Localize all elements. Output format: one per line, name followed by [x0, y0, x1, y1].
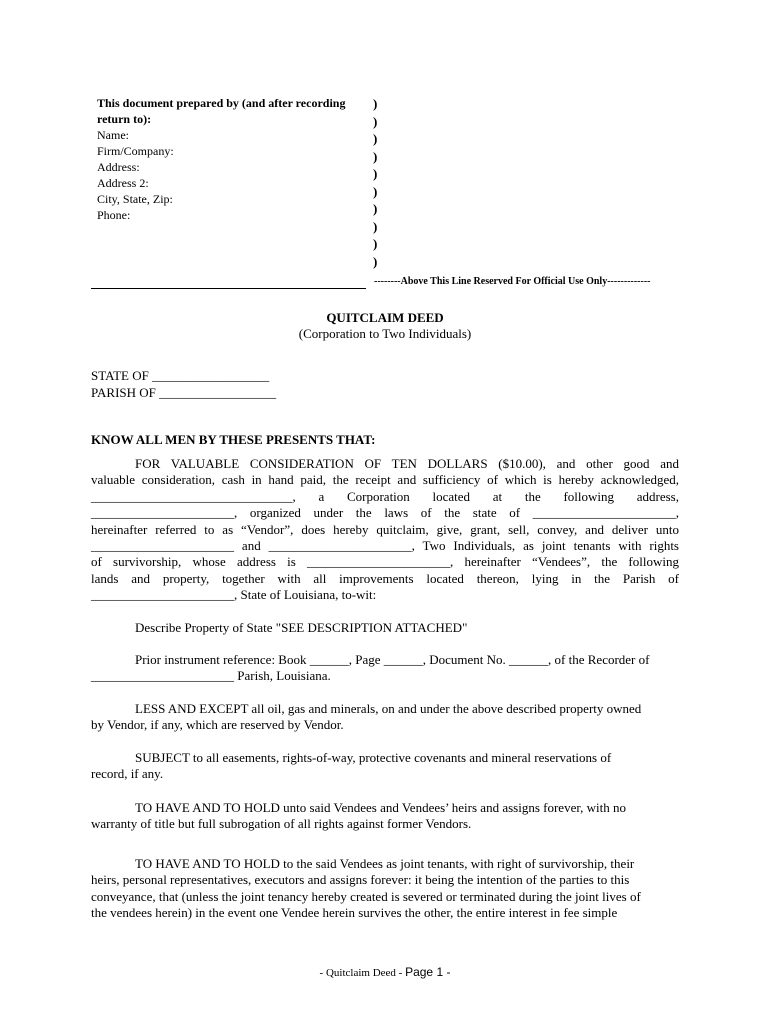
- prepared-by-heading: This document prepared by (and after recording: [97, 96, 346, 110]
- habendum-paragraph: [91, 800, 679, 833]
- habendum-line: TO HAVE AND TO HOLD unto said Vendees and Vendees’ heirs and assigns forever, with no: [135, 800, 627, 815]
- consideration-line: lands and property, together with all improvements located thereon, lying in the Parish of: [91, 570, 679, 586]
- joint-tenancy-line: the vendees herein) in the event one Vendee herein survives the other, the entire interest in fee simple: [91, 905, 618, 921]
- field-phone: Phone:: [97, 208, 131, 222]
- paren: ): [373, 183, 378, 199]
- paren: ): [373, 148, 378, 164]
- joint-tenancy-line: conveyance, that (unless the joint tenancy hereby created is severed or terminated during the joint lives of: [91, 888, 641, 904]
- consideration-line: hereinafter referred to as “Vendor”, does hereby quitclaim, give, grant, sell, convey, and deliver unto: [91, 521, 679, 537]
- paren-column: [373, 95, 385, 270]
- joint-tenancy-paragraph: [91, 856, 679, 922]
- paren: ): [373, 236, 378, 251]
- joint-tenancy-line: heirs, personal representatives, executors and assigns forever: it being the intention of the parties to this: [91, 872, 630, 888]
- paren: ): [373, 166, 378, 181]
- recording-divider-line: [91, 288, 366, 289]
- field-firm: Firm/Company:: [97, 144, 174, 158]
- prior-instrument-line: ______________________ Parish, Louisiana.: [91, 668, 331, 684]
- joint-tenancy-line: TO HAVE AND TO HOLD to the said Vendees as joint tenants, with right of survivorship, their: [135, 856, 635, 871]
- footer-page-number: Page 1 -: [405, 965, 451, 979]
- consideration-line: ______________________ and ______________________, Two Individuals, as joint tenants with rights: [91, 538, 679, 554]
- paren: ): [373, 131, 378, 146]
- paren: ): [373, 96, 378, 111]
- paren: ): [373, 218, 378, 234]
- less-and-except-paragraph: [91, 701, 679, 734]
- consideration-line: ______________________, organized under the laws of the state of ______________________,: [91, 505, 679, 521]
- prepared-by-heading-cont: return to):: [97, 112, 152, 126]
- prior-instrument-paragraph: [91, 652, 679, 685]
- subject-to-line: record, if any.: [91, 766, 164, 782]
- consideration-paragraph: [91, 456, 679, 604]
- document-title: QUITCLAIM DEED: [326, 310, 444, 325]
- field-address2: Address 2:: [97, 176, 149, 190]
- venue-block: [91, 367, 276, 401]
- less-and-except-line: LESS AND EXCEPT all oil, gas and minerals, on and under the above described property owned: [135, 701, 642, 716]
- subject-to-paragraph: [91, 750, 679, 783]
- state-line: STATE OF __________________: [91, 368, 270, 383]
- consideration-line: _______________________________, a Corporation located at the following address,: [91, 488, 679, 504]
- describe-property-paragraph: [91, 620, 679, 636]
- consideration-line: of survivorship, whose address is ______________________, hereinafter “Vendees”, the following: [91, 554, 679, 570]
- prepared-by-block: [97, 95, 369, 223]
- habendum-line: warranty of title but full subrogation of all rights against former Vendors.: [91, 816, 472, 832]
- official-use-note: --------Above This Line Reserved For Official Use Only-------------: [374, 276, 651, 287]
- paren: ): [373, 253, 378, 269]
- parish-line: PARISH OF __________________: [91, 385, 277, 400]
- field-name: Name:: [97, 128, 129, 142]
- field-address: Address:: [97, 160, 140, 174]
- consideration-line: ______________________, State of Louisiana, to-wit:: [91, 587, 377, 603]
- footer-document-name: - Quitclaim Deed -: [319, 967, 406, 979]
- field-city-state-zip: City, State, Zip:: [97, 192, 173, 206]
- document-subtitle: (Corporation to Two Individuals): [298, 326, 472, 341]
- paren: ): [373, 201, 378, 216]
- prior-instrument-line: Prior instrument reference: Book ______, Page ______, Document No. ______, of the Recorder of: [135, 652, 650, 667]
- less-and-except-line: by Vendor, if any, which are reserved by Vendor.: [91, 717, 344, 733]
- know-all-men-heading: KNOW ALL MEN BY THESE PRESENTS THAT:: [91, 432, 376, 447]
- paren: ): [373, 113, 378, 129]
- consideration-line: FOR VALUABLE CONSIDERATION OF TEN DOLLARS ($10.00), and other good and: [135, 456, 679, 471]
- consideration-line: valuable consideration, cash in hand paid, the receipt and sufficiency of which is hereby acknowledged,: [91, 472, 679, 488]
- describe-property-line: Describe Property of State "SEE DESCRIPTION ATTACHED": [135, 620, 468, 635]
- page-footer: [0, 965, 770, 979]
- subject-to-line: SUBJECT to all easements, rights-of-way, protective covenants and mineral reservations of: [135, 750, 612, 765]
